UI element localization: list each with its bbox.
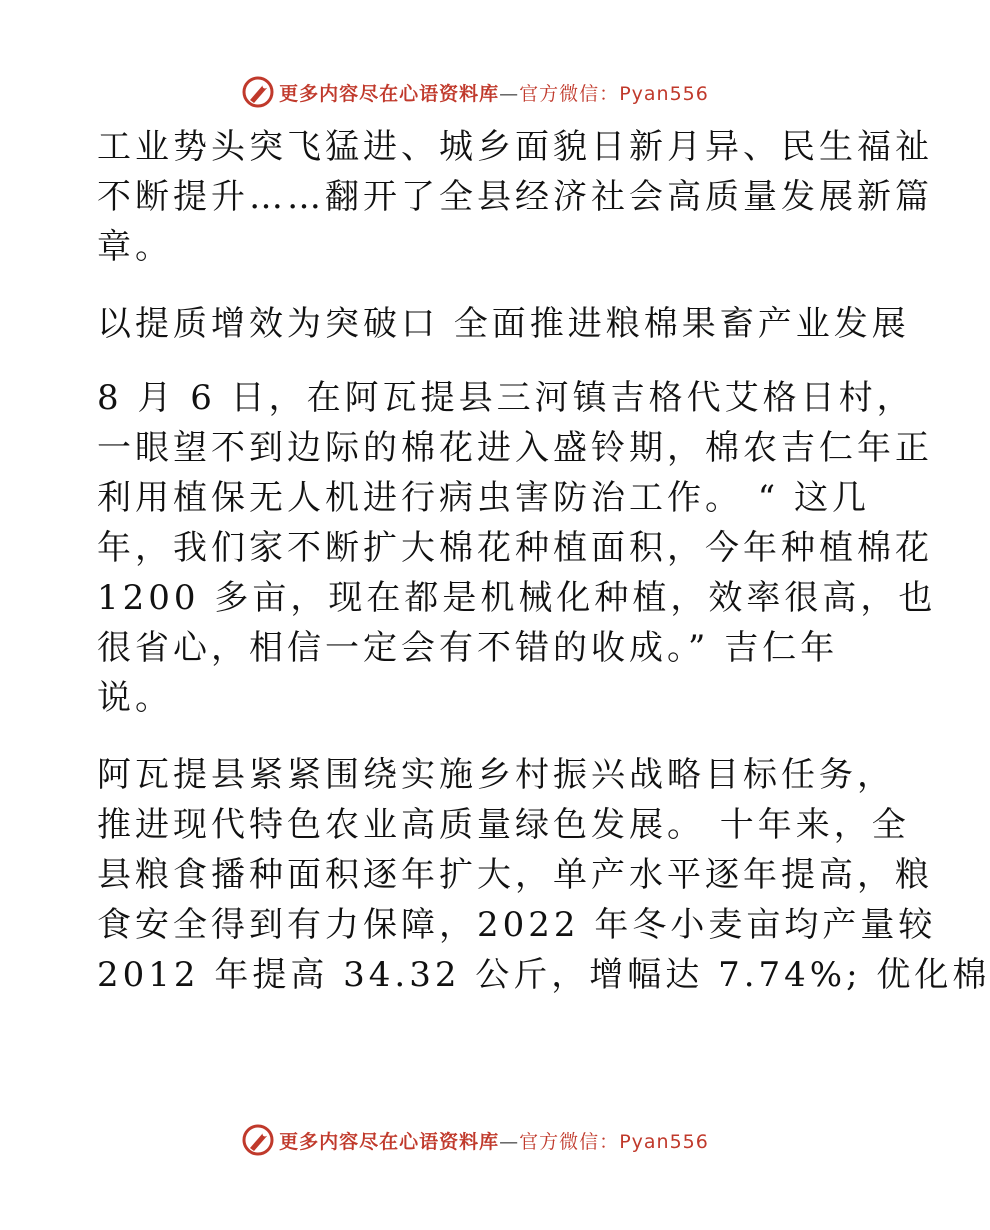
text-line: 年，我们家不断扩大棉花种植面积，今年种植棉花 <box>97 528 933 568</box>
text-line: 2012 年提高 34.32 公斤，增幅达 7.74%; 优化棉 <box>97 955 990 995</box>
section-heading: 以提质增效为突破口 全面推进粮棉果畜产业发展 <box>97 304 910 344</box>
text-line: 利用植保无人机进行病虫害防治工作。 “ 这几 <box>97 478 870 518</box>
watermark-text: 更多内容尽在心语资料库—官方微信：Pyan556 <box>279 82 709 105</box>
text-line: 阿瓦提县紧紧围绕实施乡村振兴战略目标任务， <box>97 755 895 795</box>
pen-logo-icon <box>241 75 275 109</box>
text-line: 食安全得到有力保障，2022 年冬小麦亩均产量较 <box>97 905 937 945</box>
text-line: 1200 多亩，现在都是机械化种植，效率很高，也 <box>97 578 937 618</box>
text-line: 说。 <box>97 678 173 718</box>
text-line: 推进现代特色农业高质量绿色发展。 十年来，全 <box>97 805 910 845</box>
text-line: 工业势头突飞猛进、城乡面貌日新月异、民生福祉 <box>97 127 933 167</box>
text-line: 很省心，相信一定会有不错的收成。” 吉仁年 <box>97 628 839 668</box>
watermark-banner-bottom <box>0 1120 950 1160</box>
text-line: 不断提升……翻开了全县经济社会高质量发展新篇 <box>97 177 933 217</box>
watermark-banner-top <box>0 72 950 112</box>
text-line: 一眼望不到边际的棉花进入盛铃期，棉农吉仁年正 <box>97 428 933 468</box>
article-body <box>97 122 990 1000</box>
text-line: 8 月 6 日，在阿瓦提县三河镇吉格代艾格日村， <box>97 378 915 418</box>
text-line: 章。 <box>97 227 173 267</box>
pen-logo-icon <box>241 1123 275 1157</box>
text-line: 县粮食播种面积逐年扩大，单产水平逐年提高，粮 <box>97 855 933 895</box>
watermark-text: 更多内容尽在心语资料库—官方微信：Pyan556 <box>279 1130 709 1153</box>
